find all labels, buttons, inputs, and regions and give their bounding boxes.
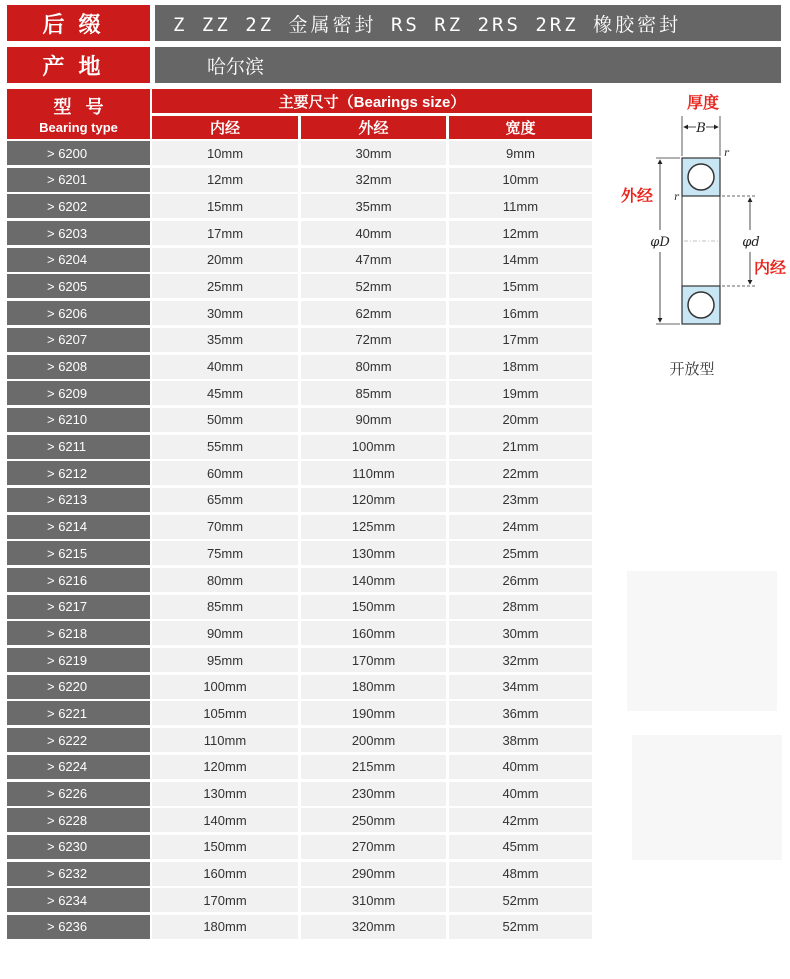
inner-diameter-cell: 30mm (152, 301, 298, 325)
inner-diameter-cell: 130mm (152, 782, 298, 806)
table-row (7, 648, 592, 675)
width-cell: 38mm (449, 728, 592, 752)
width-cell: 32mm (449, 648, 592, 672)
width-cell: 45mm (449, 835, 592, 859)
outer-diameter-cell: 140mm (301, 568, 446, 592)
table-row (7, 355, 592, 382)
bearing-type-cell: > 6217 (7, 595, 150, 619)
width-cell: 10mm (449, 168, 592, 192)
table-row (7, 194, 592, 221)
outer-diameter-cell: 160mm (301, 621, 446, 645)
inner-diameter-cell: 40mm (152, 355, 298, 379)
width-cell: 15mm (449, 274, 592, 298)
width-cell: 48mm (449, 862, 592, 886)
label-inner-diameter: 内经 (753, 258, 787, 277)
inner-diameter-cell: 120mm (152, 755, 298, 779)
inner-diameter-cell: 180mm (152, 915, 298, 939)
bearing-type-header-en: Bearing type (39, 120, 118, 135)
outer-diameter-cell: 215mm (301, 755, 446, 779)
inner-diameter-cell: 12mm (152, 168, 298, 192)
outer-diameter-cell: 270mm (301, 835, 446, 859)
bearing-type-cell: > 6236 (7, 915, 150, 939)
inner-diameter-cell: 20mm (152, 248, 298, 272)
suffix-label: 后缀 (7, 5, 150, 41)
table-row (7, 595, 592, 622)
width-cell: 28mm (449, 595, 592, 619)
bearing-type-cell: > 6203 (7, 221, 150, 245)
bearing-type-header-cn: 型号 (53, 97, 118, 117)
diagram-caption: 开放型 (669, 360, 715, 378)
width-header: 宽度 (449, 116, 592, 139)
outer-diameter-cell: 250mm (301, 808, 446, 832)
outer-diameter-cell: 32mm (301, 168, 446, 192)
width-cell: 22mm (449, 461, 592, 485)
table-row (7, 435, 592, 462)
inner-diameter-cell: 110mm (152, 728, 298, 752)
inner-diameter-cell: 45mm (152, 381, 298, 405)
table-row (7, 541, 592, 568)
outer-diameter-cell: 52mm (301, 274, 446, 298)
table-row (7, 675, 592, 702)
width-cell: 40mm (449, 755, 592, 779)
width-cell: 14mm (449, 248, 592, 272)
inner-diameter-cell: 95mm (152, 648, 298, 672)
symbol-outer-diameter: φD (650, 235, 670, 250)
bearing-type-cell: > 6218 (7, 621, 150, 645)
bearing-type-cell: > 6221 (7, 701, 150, 725)
bearing-type-cell: > 6207 (7, 328, 150, 352)
outer-diameter-cell: 120mm (301, 488, 446, 512)
symbol-b: B (696, 121, 706, 136)
width-cell: 18mm (449, 355, 592, 379)
blank-panel-lower (632, 735, 782, 860)
width-cell: 36mm (449, 701, 592, 725)
table-row (7, 221, 592, 248)
symbol-r-left: r (674, 192, 679, 203)
blank-panel-upper (627, 571, 777, 711)
bearing-type-cell: > 6212 (7, 461, 150, 485)
width-cell: 9mm (449, 141, 592, 165)
table-row (7, 248, 592, 275)
table-row (7, 461, 592, 488)
outer-diameter-cell: 125mm (301, 515, 446, 539)
width-cell: 25mm (449, 541, 592, 565)
bearing-table-body (7, 141, 592, 942)
width-cell: 20mm (449, 408, 592, 432)
ball-bottom (688, 292, 714, 318)
inner-diameter-cell: 150mm (152, 835, 298, 859)
bearing-type-cell: > 6228 (7, 808, 150, 832)
table-row (7, 301, 592, 328)
label-thickness: 厚度 (686, 93, 720, 112)
width-cell: 11mm (449, 194, 592, 218)
table-row (7, 515, 592, 542)
inner-diameter-cell: 60mm (152, 461, 298, 485)
table-row (7, 701, 592, 728)
symbol-inner-diameter: φd (742, 235, 760, 250)
inner-diameter-cell: 25mm (152, 274, 298, 298)
width-cell: 26mm (449, 568, 592, 592)
bearing-type-cell: > 6216 (7, 568, 150, 592)
width-cell: 23mm (449, 488, 592, 512)
outer-diameter-cell: 200mm (301, 728, 446, 752)
outer-diameter-cell: 90mm (301, 408, 446, 432)
inner-diameter-cell: 105mm (152, 701, 298, 725)
bearing-type-cell: > 6232 (7, 862, 150, 886)
width-cell: 42mm (449, 808, 592, 832)
ball-top (688, 164, 714, 190)
symbol-r-top: r (724, 148, 729, 159)
bearing-type-cell: > 6202 (7, 194, 150, 218)
outer-diameter-header: 外经 (301, 116, 446, 139)
inner-diameter-cell: 65mm (152, 488, 298, 512)
bearing-type-cell: > 6224 (7, 755, 150, 779)
outer-diameter-cell: 85mm (301, 381, 446, 405)
inner-diameter-cell: 10mm (152, 141, 298, 165)
inner-diameter-cell: 80mm (152, 568, 298, 592)
table-row (7, 274, 592, 301)
outer-diameter-cell: 290mm (301, 862, 446, 886)
bearing-type-cell: > 6210 (7, 408, 150, 432)
bearing-type-cell: > 6230 (7, 835, 150, 859)
table-row (7, 381, 592, 408)
label-outer-diameter: 外经 (620, 186, 654, 205)
bearing-type-cell: > 6234 (7, 888, 150, 912)
bearing-type-cell: > 6206 (7, 301, 150, 325)
origin-label: 产地 (7, 47, 150, 83)
outer-diameter-cell: 310mm (301, 888, 446, 912)
suffix-value: Z ZZ 2Z 金属密封 RS RZ 2RS 2RZ 橡胶密封 (155, 5, 781, 41)
outer-diameter-cell: 35mm (301, 194, 446, 218)
table-row (7, 808, 592, 835)
table-row (7, 621, 592, 648)
bearing-type-cell: > 6219 (7, 648, 150, 672)
table-row (7, 488, 592, 515)
width-cell: 40mm (449, 782, 592, 806)
table-row (7, 328, 592, 355)
bearing-type-header (7, 89, 150, 139)
table-row (7, 782, 592, 809)
bearing-type-cell: > 6208 (7, 355, 150, 379)
width-cell: 24mm (449, 515, 592, 539)
inner-diameter-cell: 15mm (152, 194, 298, 218)
inner-diameter-header: 内经 (152, 116, 298, 139)
width-cell: 21mm (449, 435, 592, 459)
width-cell: 52mm (449, 915, 592, 939)
inner-diameter-cell: 70mm (152, 515, 298, 539)
inner-diameter-cell: 90mm (152, 621, 298, 645)
table-row (7, 755, 592, 782)
outer-diameter-cell: 62mm (301, 301, 446, 325)
table-row (7, 915, 592, 942)
outer-diameter-cell: 320mm (301, 915, 446, 939)
table-row (7, 168, 592, 195)
outer-diameter-cell: 47mm (301, 248, 446, 272)
inner-diameter-cell: 170mm (152, 888, 298, 912)
table-row (7, 728, 592, 755)
bearing-type-cell: > 6211 (7, 435, 150, 459)
width-cell: 52mm (449, 888, 592, 912)
bearing-type-cell: > 6201 (7, 168, 150, 192)
outer-diameter-cell: 40mm (301, 221, 446, 245)
outer-diameter-cell: 230mm (301, 782, 446, 806)
bearing-type-cell: > 6213 (7, 488, 150, 512)
bearing-type-cell: > 6209 (7, 381, 150, 405)
table-row (7, 568, 592, 595)
table-row (7, 862, 592, 889)
bearing-type-cell: > 6214 (7, 515, 150, 539)
bearing-size-header: 主要尺寸（Bearings size） (152, 89, 592, 113)
width-cell: 12mm (449, 221, 592, 245)
origin-value: 哈尔滨 (155, 47, 781, 83)
table-row (7, 835, 592, 862)
bearing-type-cell: > 6220 (7, 675, 150, 699)
outer-diameter-cell: 100mm (301, 435, 446, 459)
inner-diameter-cell: 35mm (152, 328, 298, 352)
outer-diameter-cell: 30mm (301, 141, 446, 165)
outer-diameter-cell: 180mm (301, 675, 446, 699)
width-cell: 19mm (449, 381, 592, 405)
bearing-type-cell: > 6226 (7, 782, 150, 806)
width-cell: 16mm (449, 301, 592, 325)
inner-diameter-cell: 75mm (152, 541, 298, 565)
bearing-cross-section-diagram (600, 90, 790, 390)
outer-diameter-cell: 80mm (301, 355, 446, 379)
outer-diameter-cell: 130mm (301, 541, 446, 565)
outer-diameter-cell: 110mm (301, 461, 446, 485)
inner-diameter-cell: 17mm (152, 221, 298, 245)
width-cell: 17mm (449, 328, 592, 352)
bearing-type-cell: > 6200 (7, 141, 150, 165)
outer-diameter-cell: 170mm (301, 648, 446, 672)
inner-diameter-cell: 50mm (152, 408, 298, 432)
width-cell: 30mm (449, 621, 592, 645)
inner-diameter-cell: 55mm (152, 435, 298, 459)
table-row (7, 888, 592, 915)
bearing-type-cell: > 6215 (7, 541, 150, 565)
inner-diameter-cell: 160mm (152, 862, 298, 886)
outer-diameter-cell: 72mm (301, 328, 446, 352)
outer-diameter-cell: 190mm (301, 701, 446, 725)
table-row (7, 408, 592, 435)
inner-diameter-cell: 100mm (152, 675, 298, 699)
table-row (7, 141, 592, 168)
bearing-type-cell: > 6205 (7, 274, 150, 298)
inner-diameter-cell: 140mm (152, 808, 298, 832)
bearing-type-cell: > 6222 (7, 728, 150, 752)
width-cell: 34mm (449, 675, 592, 699)
inner-diameter-cell: 85mm (152, 595, 298, 619)
bearing-type-cell: > 6204 (7, 248, 150, 272)
outer-diameter-cell: 150mm (301, 595, 446, 619)
